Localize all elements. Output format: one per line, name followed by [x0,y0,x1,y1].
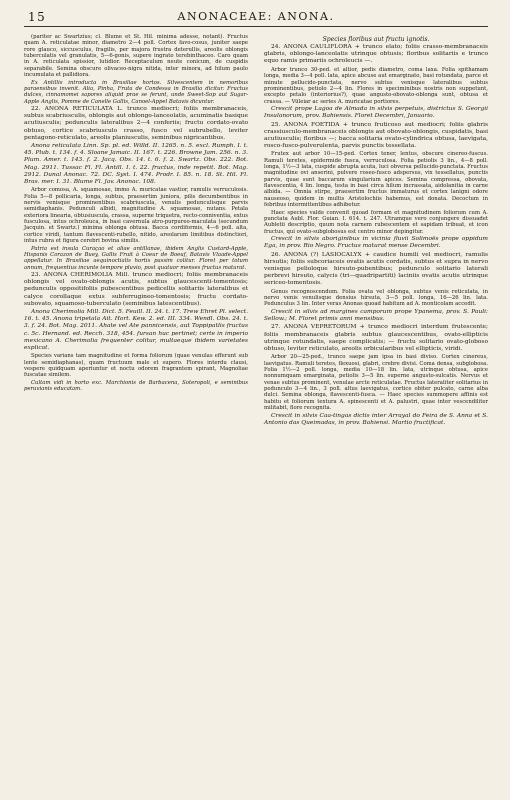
paragraph: (pariter ac Swartzius; cl. Blume et St. Hil. minima adesse, notant). Fructus quam A. reticulatae minor, diametro 2—4 poll. Cortex favo-cosus, juniter saepe rore glauco, siccusculus, fragilis, per majora frustra deterullis, areolis oblongis tuberculatis vel granulatis, 5—6-gonis, supere ingrato terebinthaceo. Caro quam in A. reticulata spissior, lutidior. Receptaculum neute conicum, de cuspidis separabile. Semina obscure olivaceo-nigra nitida, inter minora, ad hilum paulo incumulata et pallidiora. [24,34,248,79]
paragraph: 22. ANONA RETICULATA L. trunco mediocri; foliis membranaceis, subtus scabriusculis, oblongis aut oblongo-lanceolatis, acuminatis basique acutiusculis; pedunculis lateralibus 2—4 conferiis; fructu cordato-ovato obtuso, cortice scabriusculo crasso, fusco vel subrubello, leviter pentagono-reticulato, areolis planiusculis, seminibus nigricantibus. [24,106,248,141]
paragraph: Crescit in silvis aboriginibus in vicinia fluvii Solimoës prope oppidum Ega, in prov. Rio Negro. Fructus maturat mense Decembri. [264,236,488,250]
paragraph: 27. ANONA VEPRETORUM + trunco mediocri interdum frutescente; foliis membranaceis glabris subtus glaucescentibus, ovato-ellipticis utrinque rotundatis, saepe complicatis; — fructu solitario ovato-globoso obtuso, leviter reticulato, areolis orbicularibus vel ellipticis, viridi. [264,324,488,352]
paragraph: Haec species valde convenit quoad formam et magnitudinem foliorum cum A. punctata Aubl. Flor. Guian. I. 614. t. 247. Utramque vero conjungere dissuadet Aubletii descriptio, quum nota carnem rubescentem et sapidam tribuat, et icon fructus, qui ovato-subglobosus est centro minor depingitur. [264,209,488,235]
paragraph: Arbor trunco 30-ped. et altior, pedis diametro, coma laxa. Folia spithamam longa, media 3—4 poll. lata, apice abcuse aut emarginato, basi rotundata, parce et minute pellucido-punctata, nervo subtus venisque lateralibus subtus prominentibus, petiolo 2—4 lin. Flores in speciminibus nostris non suppetunt, excepto petalo (interiorius?), quae angusto-obovato-oblonga sunt, obtusa et crassa. — Vüleiar ac series A. muricatae portiores. [264,66,488,105]
left-column [24,34,248,792]
section-heading: Species floribus aut fructu ignotis. [322,36,430,43]
paragraph: Genus recognoscendum. Folia ovata vel oblonga, subtus venis reticulata, in nervo venis venulisque densius hirsuta, 3—5 poll. longa, 16—26 lin. lata. Pedunculus 3 lin. Inter veras Anonas quoad habitum ad A. monticolam accedit. [264,288,488,308]
running-head: ANONACEAE: ANONA. [177,10,335,23]
paragraph: 23. ANONA CHERIMOLIA Mill. trunco mediocri; foliis membranaceis oblongis vel ovato-oblongis acutis, subtus glaucescenti-tomentosis; pedunculis oppositifoliis pubescentibus pedicellis solitariis lateralibus et calyce corollaque extus subferrugineo-tomentosis; fructu cordato-subovato, squamoso-tuberculato (seminibus latescentibus). [24,272,248,307]
paragraph: Anona Cherimolia Mill. Dict. 5. Feuill. II. 24. t. 17. Trew Ehret Pl. select. 16. t. 45. Anona tripetala Ait. Hort. Kew. 2. ed. III. 334. Wendl. Obs. 24. t. 3. f. 24. Bot. Mag. 2011. Ahate vel Ate pannicensis, aut Toppipatlis fructus c. 5c. Hernand. ed. Recch. 318, 454. fursan huc pertinet; certe in imperio mexicano A. Cherimolia frequenter colitur, multaeque ibidem varietates explicat. [24,309,248,351]
paragraph: Frutex aut arbor 10—15-ped. Cortex tener, lentus, obscure cinereo-fuscus. Ramuli teretes, epidermide fusca, verruculosa. Folia petiolis 3 lin., 4—8 poll. longa, 1½—3 lata, cuspide abrupta acuta, luci obversa pellucido-punctata. Fructus magnitudine ovi anserini, pulvere roseo-fusco adspersus, vix tessellatus, punctis parvis, quae sunt baccarum singularium apices. Semina compressa, obovata, flavescentia, 4 lin. longa, testa in basi circa hilum incrassata, aidolanitia in carne albida. — Omnia stirpe, praesertim fructus immaturus et cortex lanigni odore nauseoso, quidem in multis Aristolochiis habemus, est donata. Decoctum in febribus intermittentibus adhibetur. [264,151,488,209]
paragraph: Crescit in silvis ad margines camporum prope Ypanema, prov. S. Pauli: Sellow.; M. Floret primis anni mensibus. [264,308,488,323]
page-number: 15 [28,10,47,24]
paragraph: Crescit in silvis Caa-tingas dictis inter Arrayal do Feira de S. Anna et S. Antonio das Queimadas, in prov. Bahiensi. Martio fructificat. [264,412,488,426]
paragraph: Species varians tam magnitudine et forma foliorum (quae venulas efferunt sub lente semidiaphanas), quam fructuum male et supero. Flores interdu clausi, vespere quidquam aperiuntur et noctu odorem fragrantem spirant, Magnoliae fuscatae similem. [24,353,248,379]
paragraph: Arbor 20—25-ped., trunco saepe jam ipsa in basi diviso. Cortex cinereus, laevigatus. Ramuli teretes, flexuosi, glabri, crebre divisi. Coma densa, subglobosa. Folia 1½—2 poll. longa, media 10—18 lin. lata, utrinque obtusa, apice nonnumquam emarginata, petiolis 3—5 lin. superne angusto-sulcatis. Nervus et venae subtus prominent, venulae arcte reticulatae. Fructus lateraliter solitarius in pedunculo 3—4 lin., 3 poll. altus laevigatus, cortice obiter pulcato, carne alba dulci. Semina oblonga, flavescenti-fusca. — Haec species summopere affinis est habitu et foliorum textura A. spinescenti et A. palustri, quae inter vescendiliter militabit, flore recognita. [264,354,488,411]
right-column [264,34,488,792]
paragraph: 24. ANONA CAULIFLORA + trunco elato; foliis crasso-membranaceis glabris, oblongo-lanceolatis utrinque obtusis; floribus solitariis e trunco equo ramis primariis ochroleucis —. [264,44,488,65]
paragraph: Anona reticulata Linn. Sp. pl. ed. Willd. II. 1265. n. 5. excl. Rumph. I. t. 45. Plub. t. 134. f. 4. Sloane Jamaic. II. 167. t. 226. Browne Jam. 256. n. 3. Plum. Amer. t. 143. f. 2. Jacq. Obs. 14. t. 6. f. 2. Swartz. Obs. 222. Bot. Mag. 2911. Tussac Fl. Fl. Antill. I. t. 22. fructus, inde repetit. Bot. Mag. 2912. Dunal Anonac. 72. DC. Syst. I. 474. Prodr. I. 85. n. 18. St. Hil. Fl. Bras. mer. I. 31. Blume Fl. Jav. Anonac. 108. [24,143,248,185]
running-header [24,8,488,27]
paragraph: Arbor comosa, A. squamosae, immo A. muricatae vastior, ramulis verruculosis. Folia 5—8 pollicaria, longa, subtus, praesertim juniora, pilis decumbentibus in nervis venisque prominentibus scabriuscula, venulis pedunculisque parvis semidiaphanis. Pedunculi albidi, magnitudine A. squamosae, nutans. Petala exteriora linearia, obtusiuscula, crassa, superne triquetra, recto-conniventia, extus fusculosa, intus ochroleuca, in basi cavernula atro-purpureo-maculata (secundum Jacquin. et Swartz.) minima oblonga obtusa. Bacca cordiformis, 4—6 poll. alta, cortice viridi, tantum flavescenti-rubello, nitido, areolarum limitibus distinctiori, intus rubra et figura cerebri bovina similis. [24,187,248,244]
paragraph: Cultam vidi in horto exc. Marchionis de Barbacena, Soteropoli, e seminibus peruvianis educatam. [24,379,248,393]
paragraph: Patria est insula Curaçao et aliae antillanae, ibidem Anglis Custard-Apple, Hispanis Corazon de Buey, Gallis Fruit à Coeur de Boeuf, Batavis Vlaade-Appel appellatur. In Brasiliae aequinoctialis hortis passim colitur. Floret per totum annum, frequentius incunte tempore pluvio, post quatuor menses fructus maturat. [24,245,248,271]
paragraph: Ex Antillis introducta in Brasiliae hortos. Silvescentem in nemoribus paraensibus invenit. Alia, Pinha, Fruta de Condessa in Brasilia dicitur. Fructus dulces, cinnamomei sapores aliquid prae se ferunt, unde Sweet-Sop aut Sugar-Apple Anglis, Pomme de Canelle Gallis, Canoel-Appel Batavis dicuntur. [24,79,248,105]
text-columns [24,34,488,792]
paragraph: 25. ANONA FOETIDA + trunco fruticoso aut mediocri; foliis glabris crassiusculo-membranaceis oblongis aut obovato-oblongis, cuspidatis, basi acutiusculis; floribus —; bacca solitaria ovato-cylindrica obtusa, laevigata, rosco-fusco-pulverulenta, parvis punctis tessellata. [264,121,488,150]
paragraph: 26. ANONA (?) LASIOCALYX + caudice humili vel mediocri, ramulis hirsutis; foliis subcoriaceis ovatis acutis cordatis, subtus et supra in nervo venisque pelioloque hirsuto-pubentibus; pedunculo solitario laterali perbrevi hirsuto, calycis (tri—quadripartiti) laciniis ovatis acutis utrinque sericeo-tomentosis. [264,251,488,287]
paragraph: Crescit prope Lagoa de Almada in silvis perpetuis, districtus S. Georgii Insulanorum, prov. Bahiensis. Floret Decembri, Januario. [264,106,488,120]
